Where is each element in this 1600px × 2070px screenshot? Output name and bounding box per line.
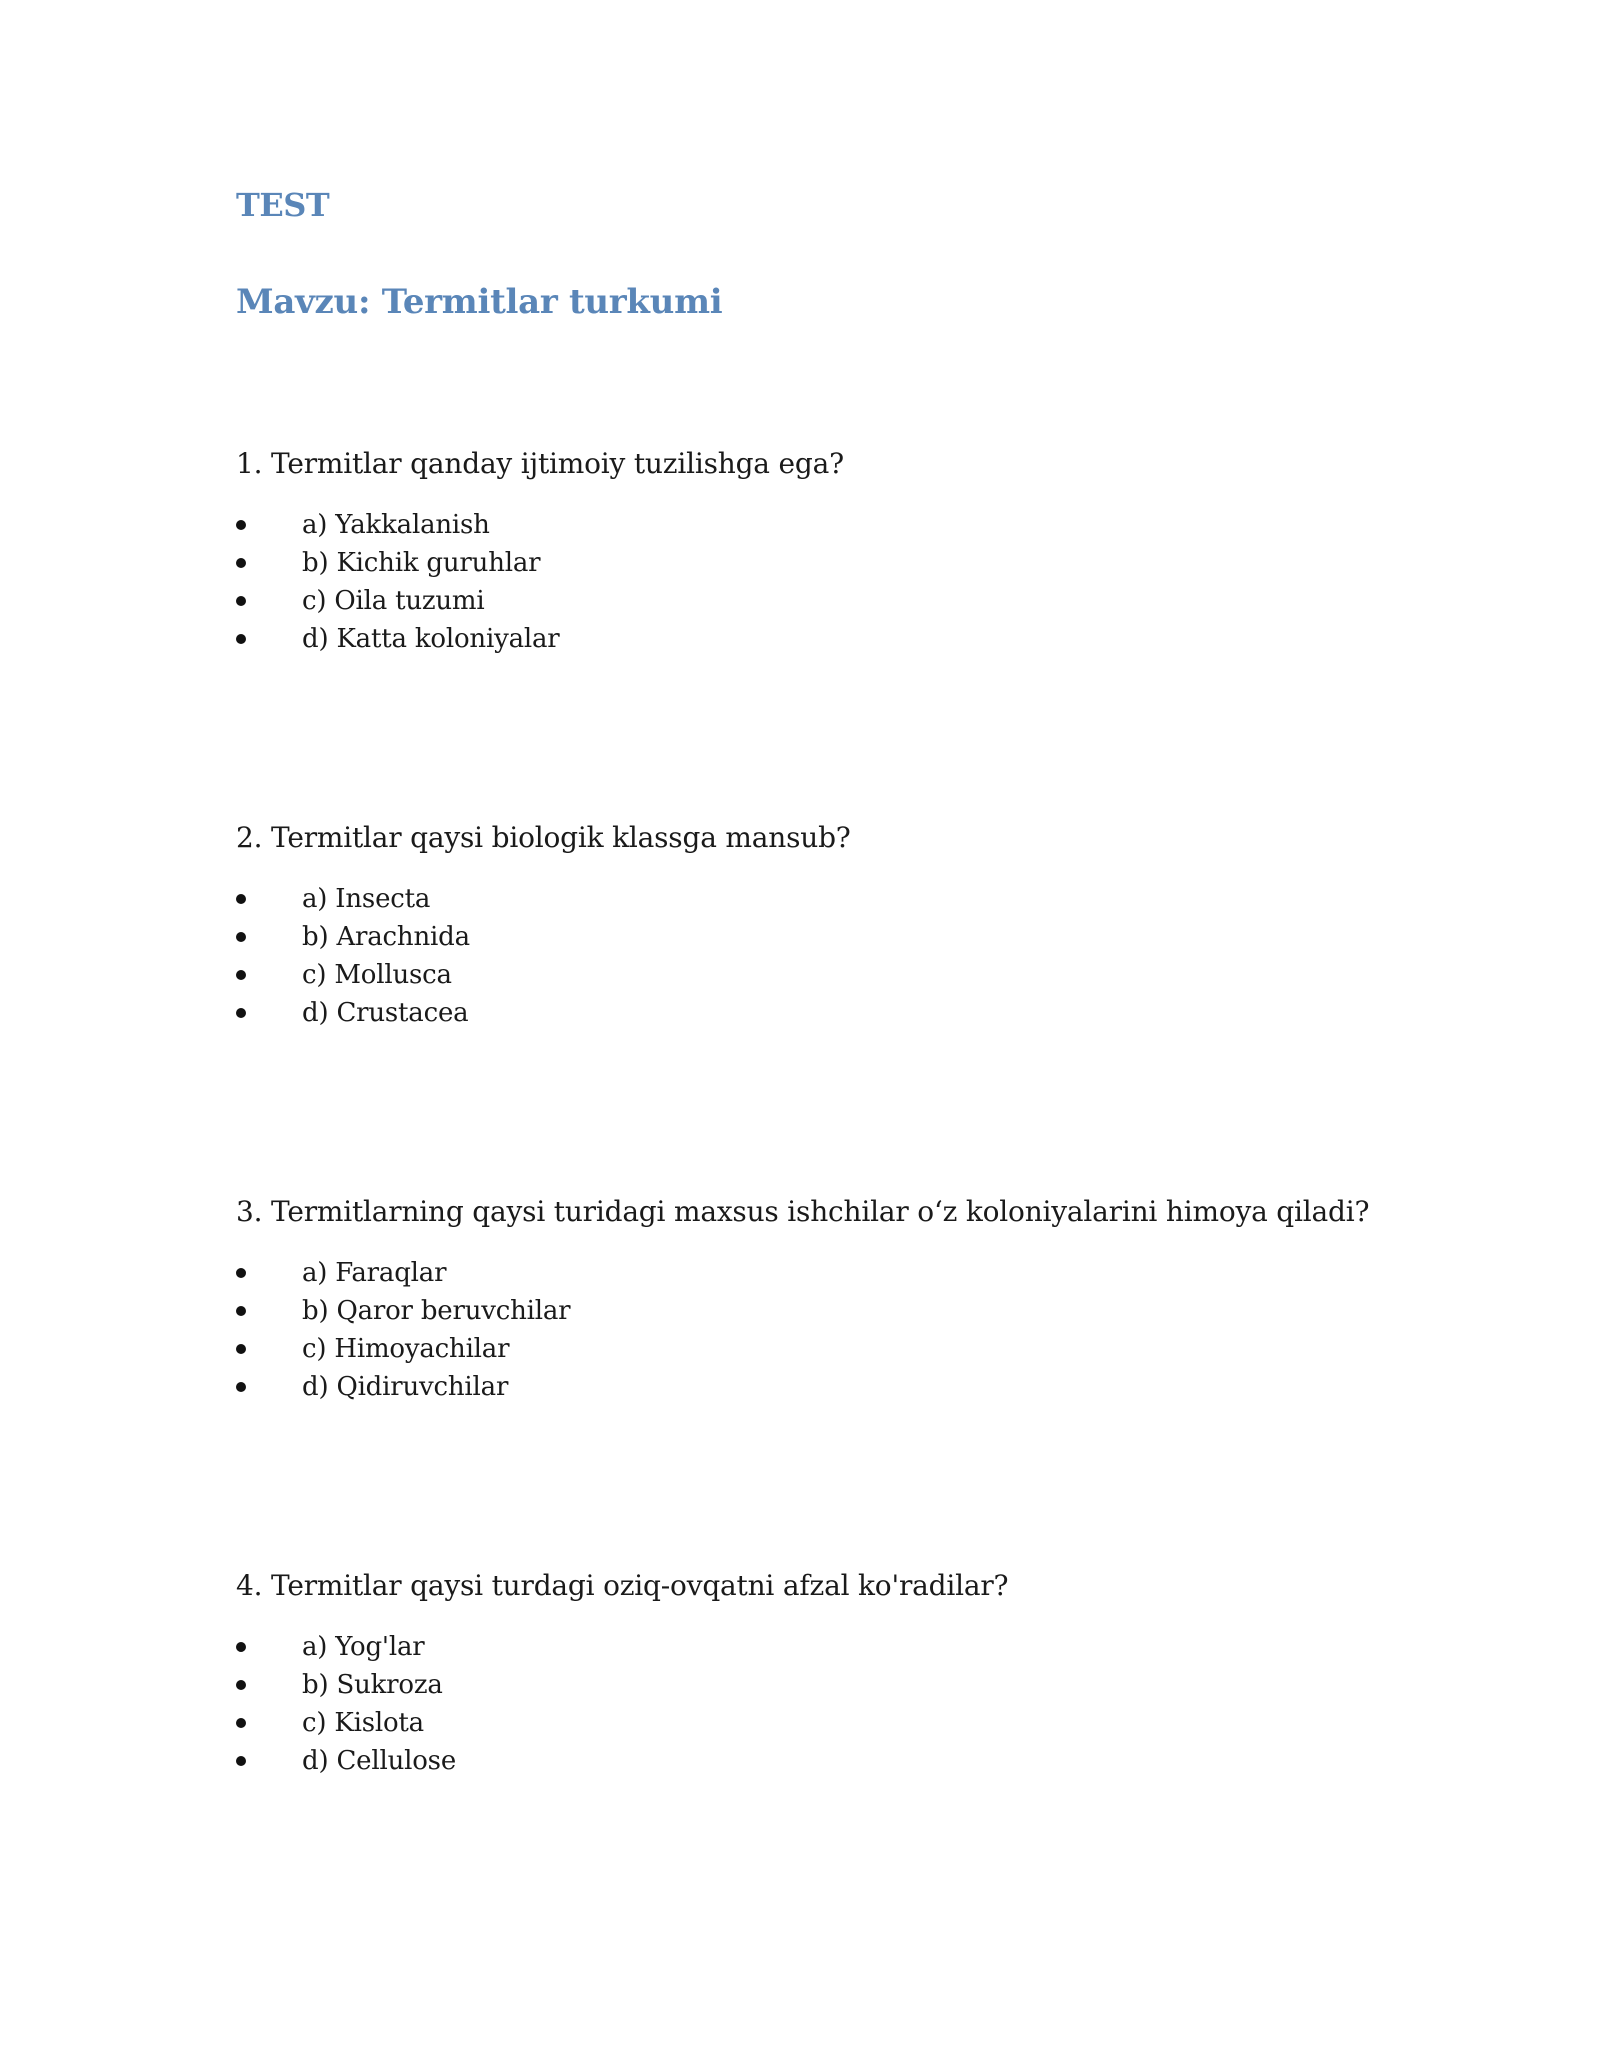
answer-option xyxy=(236,1254,1436,1292)
answer-options xyxy=(236,1628,1436,1780)
question-text: 1. Termitlar qanday ijtimoiy tuzilishga ega? xyxy=(236,447,844,480)
answer-option xyxy=(236,1368,1436,1406)
bullet-icon xyxy=(236,1306,246,1316)
bullet-icon xyxy=(236,932,246,942)
option-label: c) Oila tuzumi xyxy=(302,586,485,616)
option-label: c) Himoyachilar xyxy=(302,1334,510,1364)
question-text: 3. Termitlarning qaysi turidagi maxsus ishchilar o‘z koloniyalarini himoya qiladi? xyxy=(236,1195,1370,1228)
question-4 xyxy=(236,1566,1436,1780)
answer-option xyxy=(236,994,1436,1032)
bullet-icon xyxy=(236,596,246,606)
answer-option xyxy=(236,1330,1436,1368)
question-2 xyxy=(236,818,1436,1032)
bullet-icon xyxy=(236,1268,246,1278)
option-label: b) Arachnida xyxy=(302,922,470,952)
bullet-icon xyxy=(236,1756,246,1766)
answer-option xyxy=(236,544,1436,582)
option-label: a) Faraqlar xyxy=(302,1258,447,1288)
option-label: d) Katta koloniyalar xyxy=(302,624,560,654)
question-text: 2. Termitlar qaysi biologik klassga mansub? xyxy=(236,821,851,854)
bullet-icon xyxy=(236,970,246,980)
answer-options xyxy=(236,506,1436,658)
option-label: c) Kislota xyxy=(302,1708,424,1738)
answer-option xyxy=(236,1666,1436,1704)
option-label: d) Cellulose xyxy=(302,1746,457,1776)
answer-option xyxy=(236,1628,1436,1666)
option-label: d) Crustacea xyxy=(302,998,469,1028)
option-label: c) Mollusca xyxy=(302,960,452,990)
answer-option xyxy=(236,620,1436,658)
bullet-icon xyxy=(236,1642,246,1652)
bullet-icon xyxy=(236,1382,246,1392)
answer-option xyxy=(236,506,1436,544)
question-text: 4. Termitlar qaysi turdagi oziq-ovqatni afzal ko'radilar? xyxy=(236,1569,1009,1602)
answer-option xyxy=(236,918,1436,956)
bullet-icon xyxy=(236,1344,246,1354)
answer-option xyxy=(236,1292,1436,1330)
bullet-icon xyxy=(236,1680,246,1690)
bullet-icon xyxy=(236,894,246,904)
answer-option xyxy=(236,880,1436,918)
answer-option xyxy=(236,582,1436,620)
option-label: b) Qaror beruvchilar xyxy=(302,1296,571,1326)
answer-options xyxy=(236,880,1436,1032)
option-label: a) Insecta xyxy=(302,884,431,914)
bullet-icon xyxy=(236,634,246,644)
option-label: d) Qidiruvchilar xyxy=(302,1372,509,1402)
answer-option xyxy=(236,1742,1436,1780)
document-title: TEST xyxy=(236,186,330,224)
answer-option xyxy=(236,1704,1436,1742)
option-label: a) Yakkalanish xyxy=(302,510,490,540)
bullet-icon xyxy=(236,1718,246,1728)
topic-heading: Mavzu: Termitlar turkumi xyxy=(236,282,723,322)
question-1 xyxy=(236,444,1436,658)
option-label: b) Sukroza xyxy=(302,1670,443,1700)
bullet-icon xyxy=(236,1008,246,1018)
option-label: a) Yog'lar xyxy=(302,1632,425,1662)
bullet-icon xyxy=(236,558,246,568)
question-3 xyxy=(236,1192,1436,1406)
answer-option xyxy=(236,956,1436,994)
answer-options xyxy=(236,1254,1436,1406)
option-label: b) Kichik guruhlar xyxy=(302,548,541,578)
bullet-icon xyxy=(236,520,246,530)
